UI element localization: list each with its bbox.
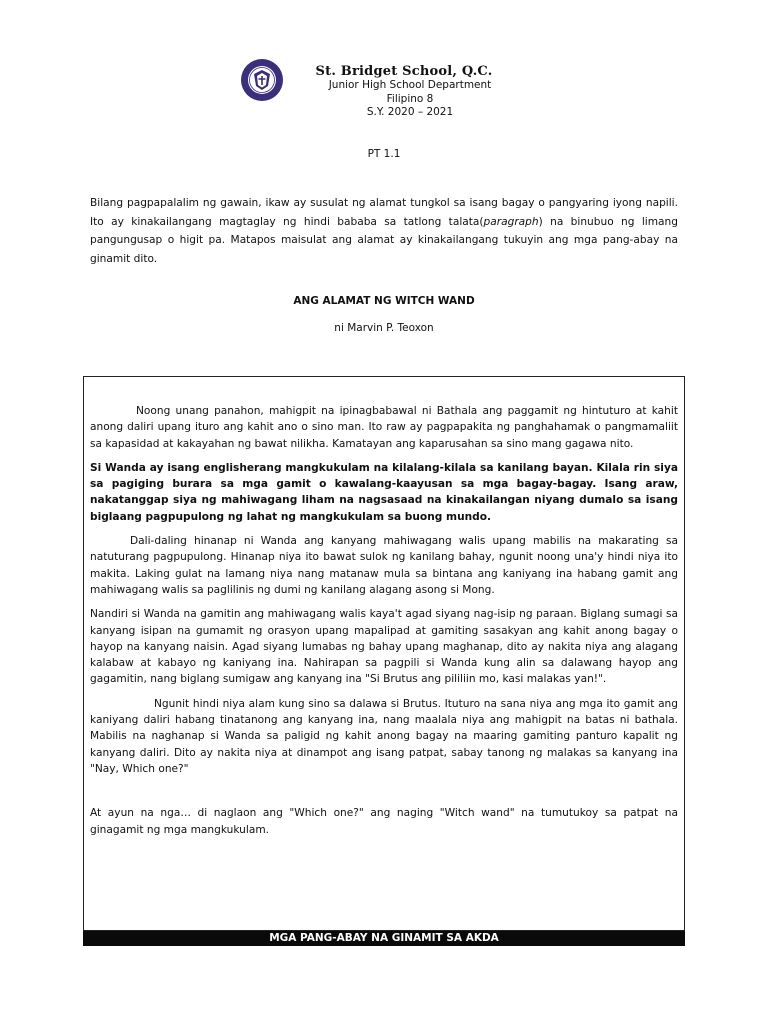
story-paragraph-6: At ayun na nga… di naglaon ang "Which one?" ang naging "Witch wand" na tumutukoy sa patpat na ginagamit ng mga mangkukulam.: [90, 807, 678, 836]
instructions-paragraph: [90, 194, 678, 268]
school-year-line: S.Y. 2020 – 2021: [366, 106, 454, 118]
adverbs-section-header: MGA PANG-ABAY NA GINAMIT SA AKDA: [83, 931, 685, 946]
subject-line: Filipino 8: [386, 92, 434, 105]
instructions-italic-term: paragraph: [483, 215, 539, 228]
story-paragraph-1: Noong unang panahon, mahigpit na ipinagbabawal ni Bathala ang paggamit ng hintuturo at kahit anong daliri upang ituro ang kahit ano o sino man. Ito raw ay pagpapakita ng panghahamak o pangmamaliit sa kapasidad at kakayahan ng bawat nilikha. Kamatayan ang kaparusahan sa sino mang gagawa nito.: [90, 405, 678, 450]
department-line: Junior High School Department: [328, 79, 492, 91]
school-name: St. Bridget School, Q.C.: [315, 64, 493, 79]
story-text: [90, 403, 678, 846]
story-paragraph-5: Ngunit hindi niya alam kung sino sa dalawa si Brutus. Ituturo na sana niya ang mga ito gamit ang kaniyang daliri habang tinatanong ang kanyang ina, nang maalala niya ang mahigpit na batas ni bathala. Mabilis na naghanap si Wanda sa paligid ng kahit anong bagay na maaring gamiting panturo kapalit ng kanyang daliri. Dito ay nakita niya at dinampot ang isang patpat, sabay tanong ng malakas sa kanyang ina "Nay, Which one?": [90, 697, 678, 775]
paragraph-spacer: [90, 785, 678, 805]
instructions-text-start: Bilang pagpapalalim ng gawain, ikaw ay susulat ng alamat tungkol sa isang bagay o pangyaring iyong napili. Ito ay kinakailangang magtaglay ng hindi bababa sa tatlong talata(: [90, 197, 678, 228]
story-paragraph-4: Nandiri si Wanda na gamitin ang mahiwagang walis kaya't agad siyang nag-isip ng paraan. Biglang sumagi sa kanyang isipan na gumamit ng orasyon upang mapalipad at gamiting sasakyan ang kahit anong bagay o hayop na kanyang naisin. Agad siyang lumabas ng bahay upang maghanap, dito ay nakita niya ang alagang kalabaw at kabayo ng kaniyang ina. Nahirapan sa pagpili si Wanda kung alin sa dalawang hayop ang gagamitin, nang biglang sumigaw ang kanyang ina "Si Brutus ang pililiin mo, kasi malakas yan!".: [90, 608, 678, 686]
story-paragraph-2: Si Wanda ay isang englisherang mangkukulam na kilalang-kilala sa kanilang bayan. Kilala rin siya sa pagiging burara sa mga gamit o kawalang-kaayusan sa mga bagay-bagay. Isang araw, nakatanggap siya ng mahiwagang liham na nagsasaad na kinakailangan niyang dumalo sa isang biglaang pagpupulong ng lahat ng mangkukulam sa buong mundo.: [90, 461, 678, 523]
story-paragraph-3: Dali-daling hinanap ni Wanda ang kanyang mahiwagang walis upang mabilis na makarating sa natuturang pagpupulong. Hinanap niya ito bawat sulok ng kanilang bahay, ngunit noong una'y hindi niya ito makita. Laking gulat na lamang niya nang matanaw mula sa bintana ang kaniyang ina habang gamit ang mahiwagang walis sa paglilinis ng dumi ng kanilang alagang asong si Mong.: [90, 535, 678, 596]
task-code: PT 1.1: [367, 148, 401, 160]
instructions-text-end: ) na binubuo ng limang pangungusap o higit pa. Matapos maisulat ang alamat ay kinakailangang tukuyin ang mga pang-abay na ginamit dito.: [90, 215, 678, 265]
document-header: [290, 64, 530, 120]
story-title: ANG ALAMAT NG WITCH WAND: [293, 295, 475, 307]
story-author: ni Marvin P. Teoxon: [334, 322, 434, 334]
story-box: [83, 376, 685, 931]
